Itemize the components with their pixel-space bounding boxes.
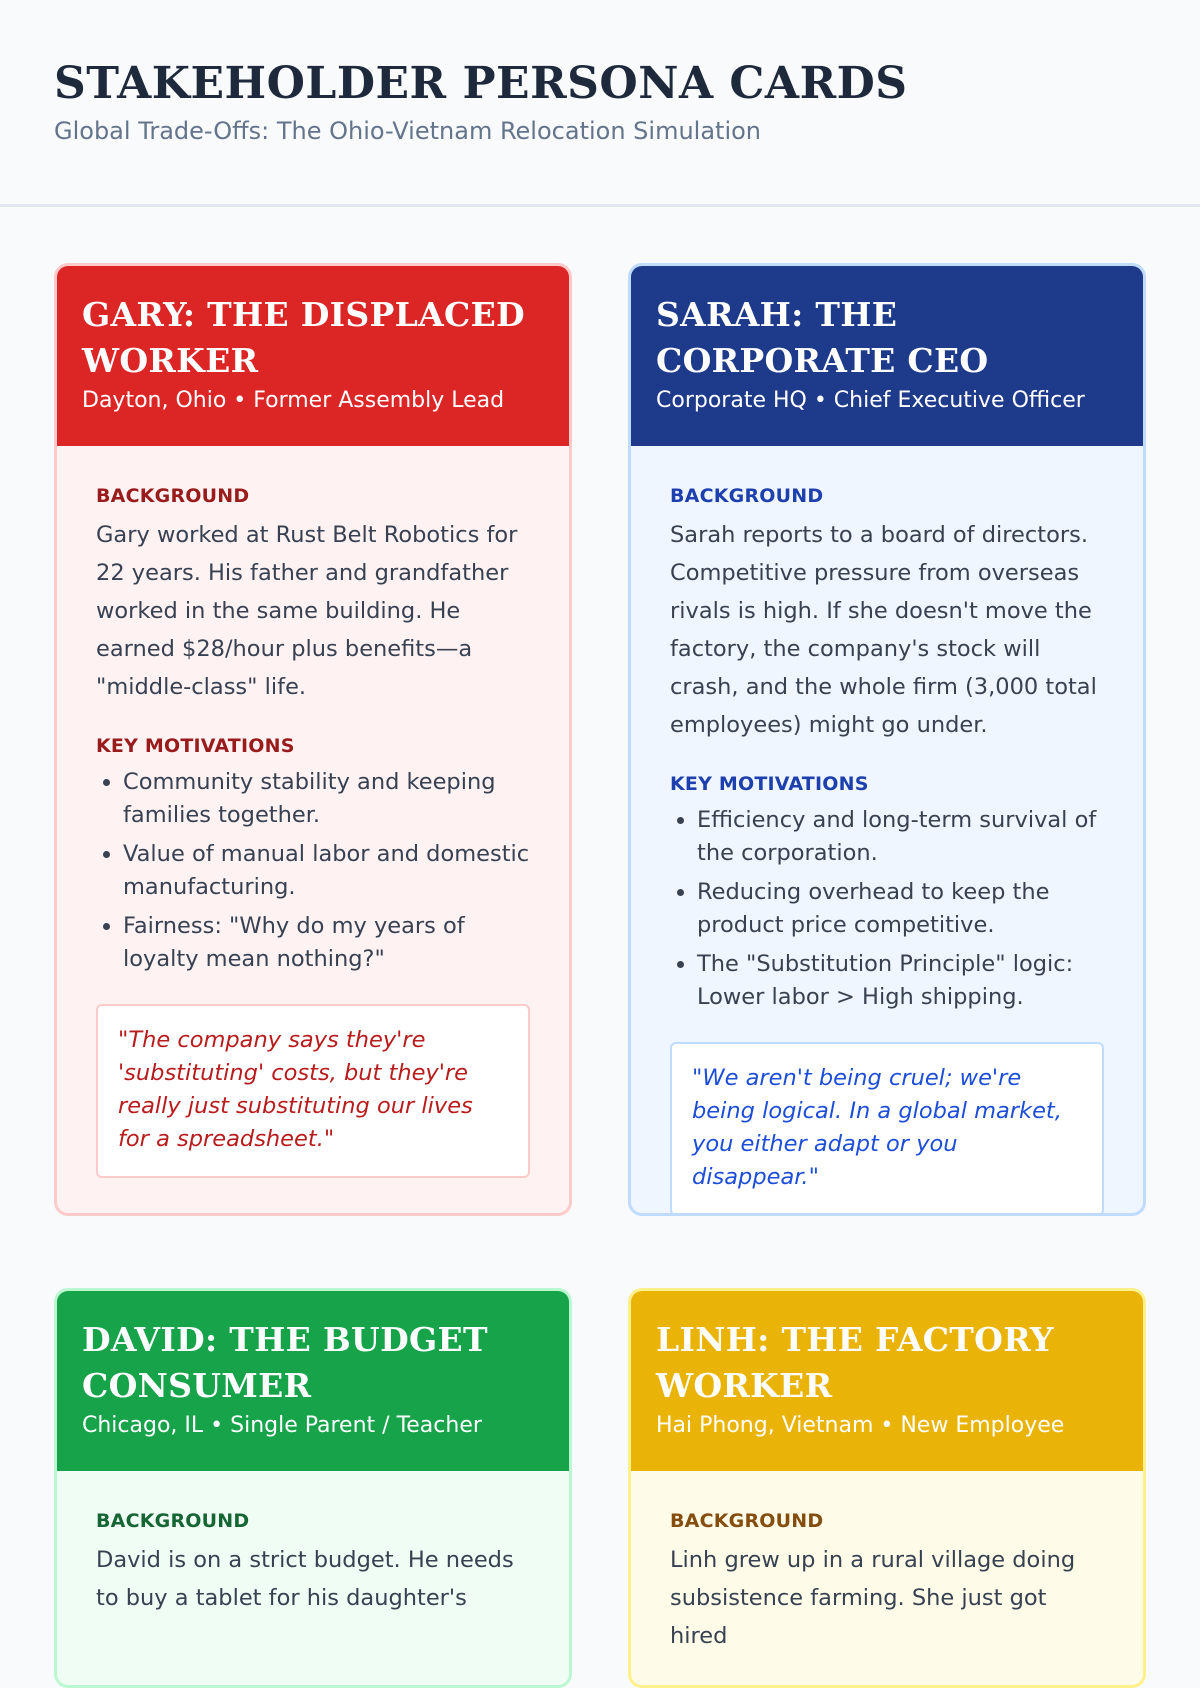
motivations-list <box>96 766 530 976</box>
motivations-label: KEY MOTIVATIONS <box>96 735 295 757</box>
persona-card-david <box>54 1288 572 1688</box>
card-header <box>57 266 569 446</box>
background-text: David is on a strict budget. He needs to buy a tablet for his daughter's <box>96 1547 514 1611</box>
card-title: GARY: THE DISPLACED WORKER <box>82 295 525 380</box>
page-subtitle: Global Trade-Offs: The Ohio-Vietnam Relocation Simulation <box>54 117 762 145</box>
background-text: Linh grew up in a rural village doing subsistence farming. She just got hired <box>670 1547 1076 1649</box>
persona-card-linh <box>628 1288 1146 1688</box>
card-header <box>631 1291 1143 1471</box>
motivations-label: KEY MOTIVATIONS <box>670 773 869 795</box>
card-body <box>57 446 569 1216</box>
background-label: BACKGROUND <box>670 1510 824 1532</box>
card-body <box>631 1471 1143 1688</box>
motivation-item: • The "Substitution Principle" logic: Lower labor > High shipping. <box>697 948 1104 1014</box>
background-text: Sarah reports to a board of directors. Competitive pressure from overseas rivals is high. If she doesn't move the factory, the company's stock will crash, and the whole firm (3,000 total employees) might go under. <box>670 522 1097 738</box>
quote-box: "The company says they're 'substituting' costs, but they're really just substituting our lives for a spreadsheet." <box>96 1004 530 1178</box>
background-label: BACKGROUND <box>670 485 824 507</box>
card-title: LINH: THE FACTORY WORKER <box>656 1320 1054 1405</box>
card-meta: Hai Phong, Vietnam • New Employee <box>656 1413 1065 1438</box>
card-body <box>631 446 1143 1216</box>
card-header <box>57 1291 569 1471</box>
persona-card-sarah <box>628 263 1146 1216</box>
page-title: STAKEHOLDER PERSONA CARDS <box>54 58 908 109</box>
motivations-list <box>670 804 1104 1014</box>
card-body <box>57 1471 569 1661</box>
motivation-item: • Efficiency and long-term survival of the corporation. <box>697 804 1104 870</box>
card-title: DAVID: THE BUDGET CONSUMER <box>82 1320 488 1405</box>
motivation-item: • Fairness: "Why do my years of loyalty mean nothing?" <box>123 910 530 976</box>
page-header <box>0 0 1200 207</box>
background-text: Gary worked at Rust Belt Robotics for 22 years. His father and grandfather worked in the same building. He earned $28/hour plus benefits—a "middle-class" life. <box>96 522 518 700</box>
background-label: BACKGROUND <box>96 1510 250 1532</box>
background-label: BACKGROUND <box>96 485 250 507</box>
motivation-item: • Reducing overhead to keep the product price competitive. <box>697 876 1104 942</box>
motivation-item: • Value of manual labor and domestic manufacturing. <box>123 838 530 904</box>
card-meta: Dayton, Ohio • Former Assembly Lead <box>82 388 505 413</box>
card-title: SARAH: THE CORPORATE CEO <box>656 295 989 380</box>
card-meta: Chicago, IL • Single Parent / Teacher <box>82 1413 482 1438</box>
quote-box: "We aren't being cruel; we're being logical. In a global market, you either adapt or you disappear." <box>670 1042 1104 1216</box>
card-header <box>631 266 1143 446</box>
persona-card-gary <box>54 263 572 1216</box>
card-meta: Corporate HQ • Chief Executive Officer <box>656 388 1085 413</box>
motivation-item: • Community stability and keeping families together. <box>123 766 530 832</box>
